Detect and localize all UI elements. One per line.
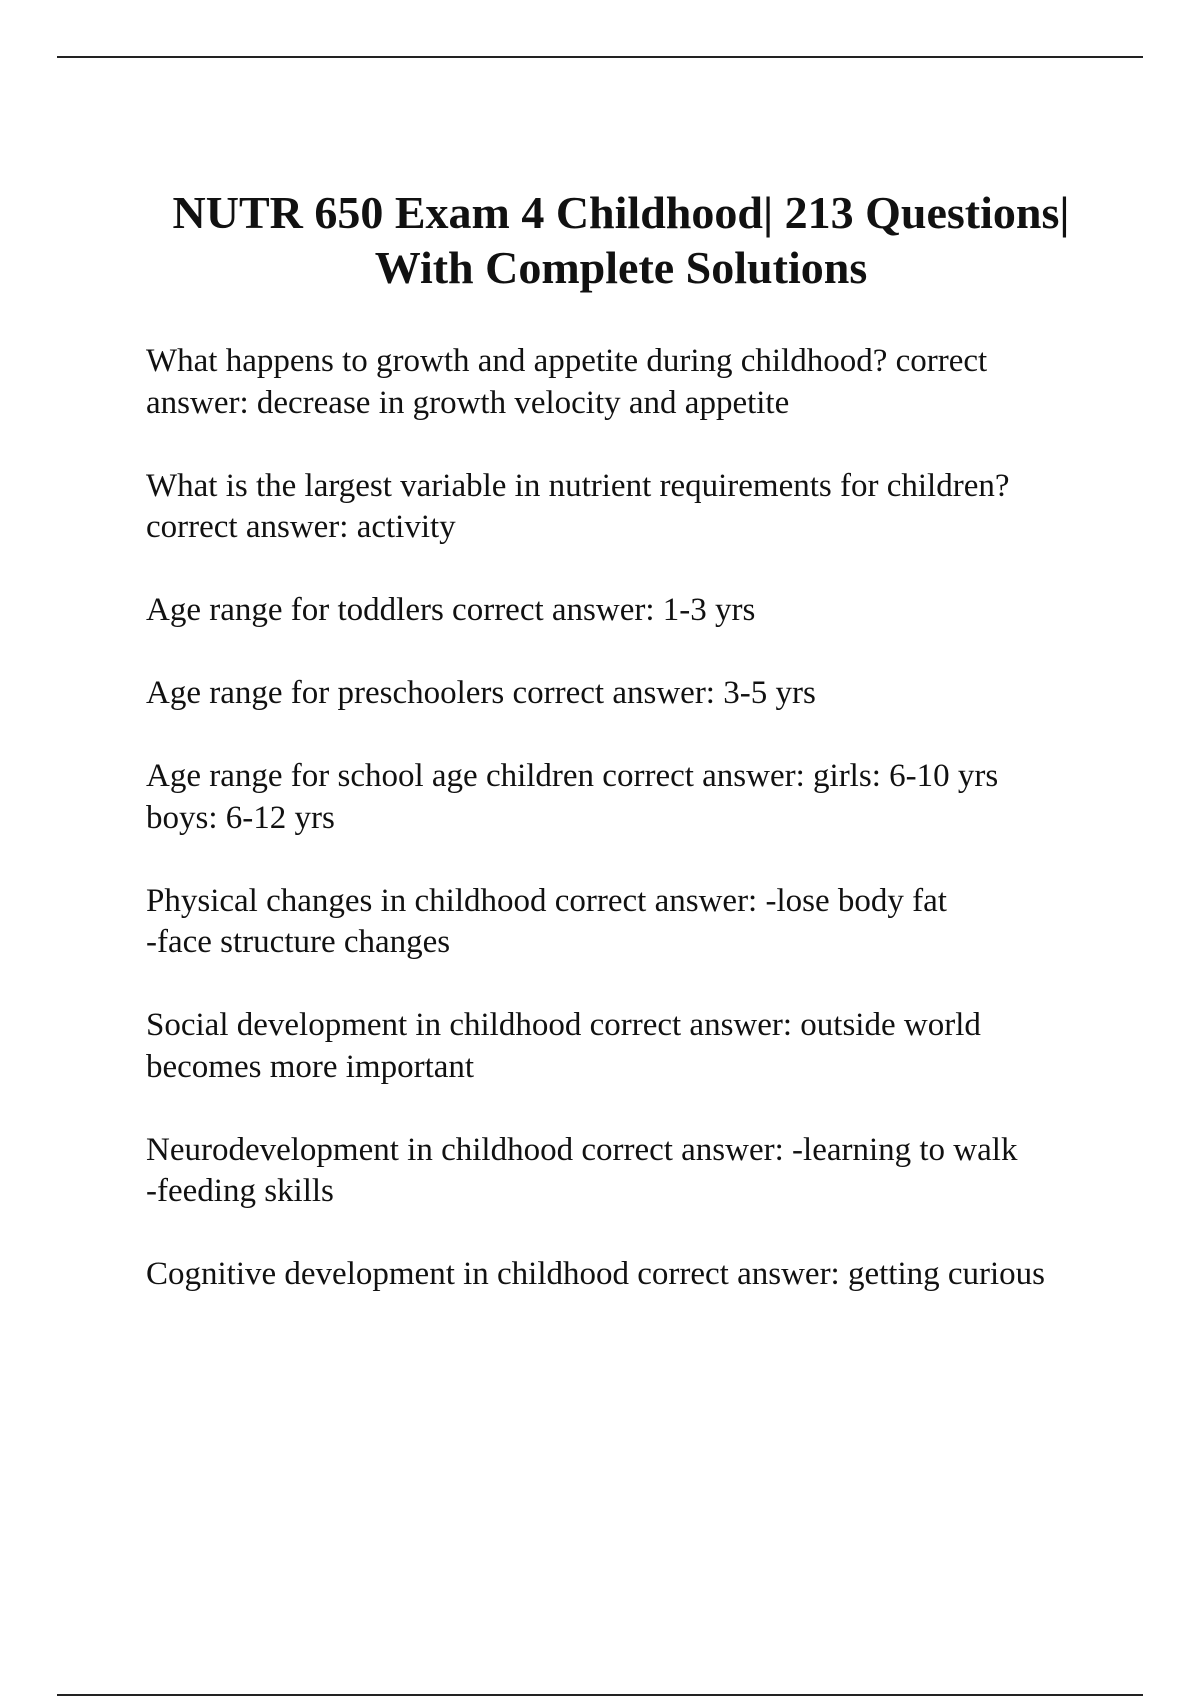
qa-item: Neurodevelopment in childhood correct answer: -learning to walk -feeding skills xyxy=(146,1131,1018,1209)
qa-item: Age range for preschoolers correct answer: 3-5 yrs xyxy=(146,675,816,711)
qa-item: Physical changes in childhood correct answer: -lose body fat -face structure changes xyxy=(146,882,947,960)
title-line-1: NUTR 650 Exam 4 Childhood| 213 Questions| xyxy=(172,187,1070,238)
bottom-divider xyxy=(57,1694,1143,1696)
page-title xyxy=(146,185,1096,295)
qa-item: Cognitive development in childhood correct answer: getting curious xyxy=(146,1256,1046,1292)
qa-item: Age range for toddlers correct answer: 1-3 yrs xyxy=(146,592,756,628)
qa-item: Age range for school age children correct answer: girls: 6-10 yrs boys: 6-12 yrs xyxy=(146,758,999,836)
qa-item: What is the largest variable in nutrient requirements for children? correct answer: activity xyxy=(146,467,1010,545)
qa-item: Social development in childhood correct answer: outside world becomes more important xyxy=(146,1007,981,1085)
qa-list xyxy=(146,341,1096,1337)
top-divider xyxy=(57,56,1143,58)
title-line-2: With Complete Solutions xyxy=(374,242,868,293)
qa-item: What happens to growth and appetite during childhood? correct answer: decrease in growth velocity and appetite xyxy=(146,343,988,421)
